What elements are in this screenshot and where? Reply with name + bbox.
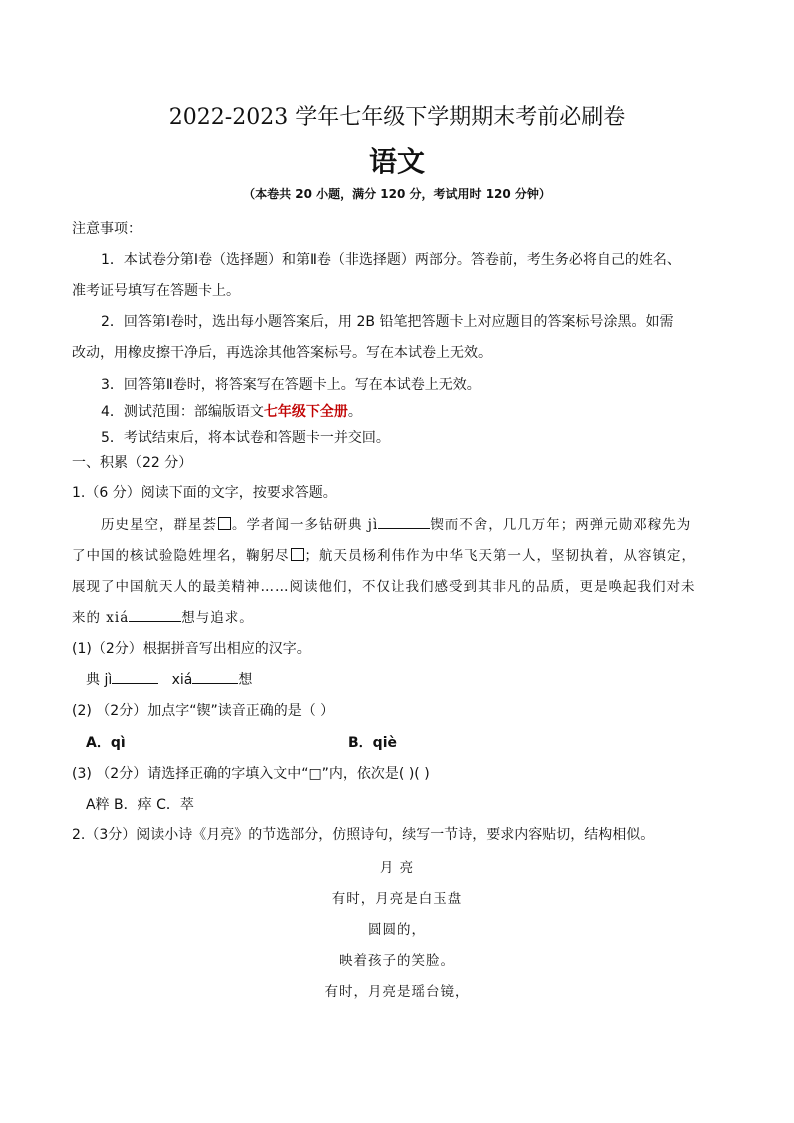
note-4	[101, 401, 362, 421]
note-2a: 2．回答第Ⅰ卷时，选出每小题答案后，用 2B 铅笔把答题卡上对应题目的答案标号涂黑。如需	[101, 314, 674, 330]
q1-sub-3: (3) （2分）请选择正确的字填入文中“□”内，依次是( )( )	[72, 766, 430, 782]
section-1-heading: 一、积累（22 分）	[72, 455, 193, 471]
note-1b: 准考证号填写在答题卡上。	[72, 283, 240, 299]
blank-ji[interactable]	[378, 514, 430, 529]
sub1-xiang: 想	[238, 672, 253, 688]
sub1-ji-label: 典 jì	[86, 672, 113, 688]
q1-sub-1: (1)（2分）根据拼音写出相应的汉字。	[72, 641, 311, 657]
q1-stem: 1.（6 分）阅读下面的文字，按要求答题。	[72, 485, 337, 501]
answer-blank-ji[interactable]	[112, 669, 158, 684]
sub1-xia-label: xiá	[171, 672, 193, 688]
poem-line-1: 有时，月亮是白玉盘	[331, 891, 463, 907]
note-5: 5．考试结束后，将本试卷和答题卡一并交回。	[101, 430, 390, 446]
note-4-suffix: 。	[347, 404, 362, 420]
note-1a: 1．本试卷分第Ⅰ卷（选择题）和第Ⅱ卷（非选择题）两部分。答卷前，考生务必将自己的姓名、	[101, 252, 681, 268]
answer-blank-xia[interactable]	[192, 669, 238, 684]
q1-p4-pinyin: xiá	[106, 610, 130, 626]
fill-box-1	[218, 517, 231, 530]
exam-meta: （本卷共 20 小题，满分 120 分，考试用时 120 分钟）	[243, 187, 551, 201]
q2-stem: 2.（3分）阅读小诗《月亮》的节选部分，仿照诗句，续写一节诗，要求内容贴切，结构相似。	[72, 827, 655, 843]
q1-p1-b: 。学者闻一多钻研典	[232, 517, 368, 533]
poem-line-2: 圆圆的，	[368, 922, 426, 938]
q1-p2-b: ；航天员杨利伟作为中华飞天第一人，坚韧执着，从容镇定，	[304, 548, 696, 564]
q1-p1-a: 历史星空，群星荟	[101, 517, 217, 533]
q1-passage-line-1	[101, 513, 691, 533]
subject-heading: 语文	[368, 145, 425, 178]
poem-line-3: 映着孩子的笑脸。	[339, 953, 455, 969]
q1-p4-b: 想与追求。	[181, 610, 254, 626]
fill-box-2	[291, 548, 304, 561]
q1-passage-line-4	[72, 606, 254, 626]
q1-sub-3-options: A粹 B．瘁 C．萃	[86, 797, 194, 813]
note-3: 3．回答第Ⅱ卷时，将答案写在答题卡上。写在本试卷上无效。	[101, 377, 481, 393]
poem-title: 月 亮	[379, 860, 415, 876]
note-4-prefix: 4．测试范围：部编版语文	[101, 404, 264, 420]
q1-sub-2-option-a[interactable]: A．qì	[86, 735, 126, 751]
q1-p2: 了中国的核试验隐姓埋名，鞠躬尽	[72, 548, 290, 564]
note-4-range: 七年级下全册	[263, 404, 348, 420]
exam-title: 2022-2023 学年七年级下学期期末考前必刷卷	[168, 105, 626, 130]
q1-sub-2-option-b[interactable]: B．qiè	[348, 735, 397, 751]
notes-heading: 注意事项：	[72, 221, 142, 237]
q1-sub-2: (2) （2分）加点字“锲”读音正确的是（ ）	[72, 703, 335, 719]
q1-passage-line-2	[72, 544, 696, 564]
q1-sub-1-answer-line	[86, 669, 252, 689]
blank-xia[interactable]	[129, 607, 181, 622]
q1-p1-pinyin: jì	[367, 517, 379, 533]
q1-passage-line-3: 展现了中国航天人的最美精神……阅读他们，不仅让我们感受到其非凡的品质，更是唤起我们对未	[72, 579, 696, 595]
note-2b: 改动，用橡皮擦干净后，再选涂其他答案标号。写在本试卷上无效。	[72, 345, 492, 361]
q1-p4-a: 来的	[72, 610, 107, 626]
q1-p1-c: 锲而不舍，几几万年；两弹元勋邓稼先为	[430, 517, 692, 533]
poem-line-4: 有时，月亮是瑶台镜，	[324, 984, 470, 1000]
